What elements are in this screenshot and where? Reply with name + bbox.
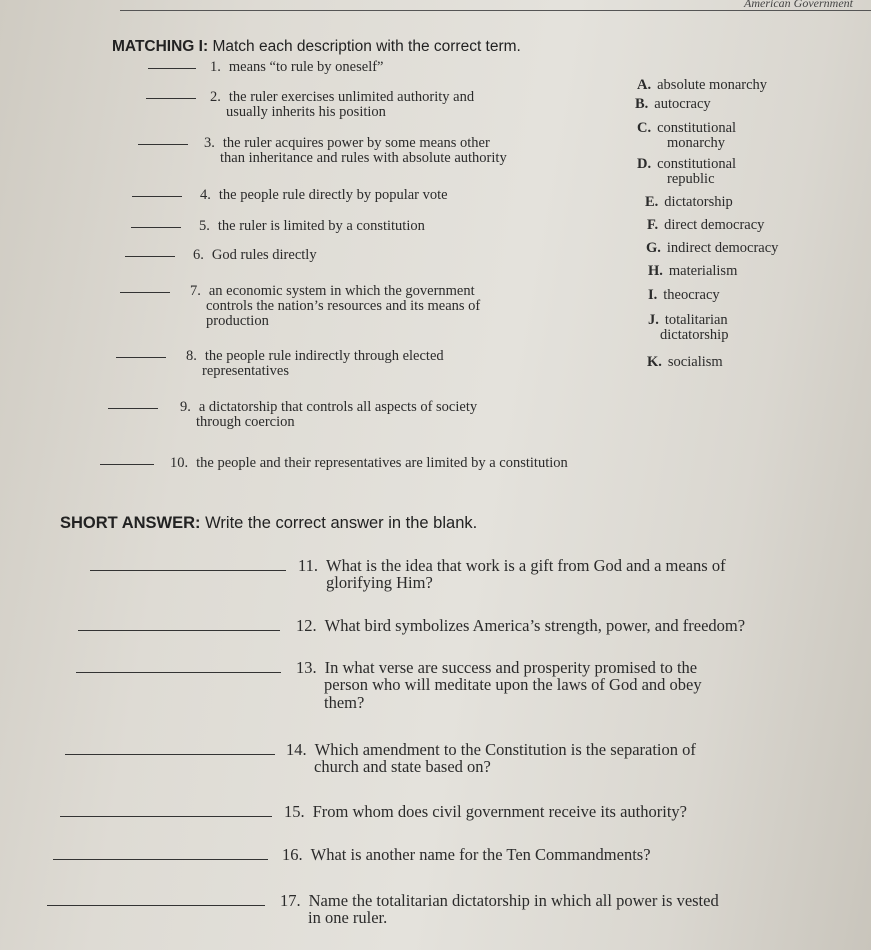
matching-title-bold: MATCHING I: bbox=[112, 38, 209, 55]
item-number: 7. bbox=[190, 283, 201, 299]
option-text-line: constitutional bbox=[657, 120, 737, 136]
item-text-line: glorifying Him? bbox=[326, 573, 433, 593]
item-text-line: In what verse are success and prosperity promised to the bbox=[324, 658, 698, 677]
option-text-line: theocracy bbox=[663, 287, 720, 303]
answer-blank[interactable] bbox=[138, 144, 188, 145]
answer-blank[interactable] bbox=[132, 196, 182, 197]
item-number: 10. bbox=[170, 455, 189, 471]
option-letter: E. bbox=[645, 194, 659, 210]
option-letter: D. bbox=[637, 156, 652, 172]
item-number: 13. bbox=[296, 658, 317, 677]
item-text-line: the people rule directly by popular vote bbox=[218, 187, 448, 203]
short-answer-text bbox=[296, 659, 702, 711]
item-text-line: through coercion bbox=[196, 413, 295, 430]
option-text-line: socialism bbox=[667, 354, 723, 370]
item-text-line: What bird symbolizes America’s strength, power, and freedom? bbox=[324, 616, 746, 635]
item-text-line: controls the nation’s resources and its means of bbox=[206, 297, 481, 314]
option-letter: J. bbox=[648, 312, 659, 328]
answer-blank[interactable] bbox=[131, 227, 181, 228]
item-number: 12. bbox=[296, 616, 317, 635]
item-number: 16. bbox=[282, 845, 303, 864]
item-text-line: a dictatorship that controls all aspects of society bbox=[198, 399, 478, 415]
matching-option bbox=[648, 264, 737, 279]
matching-item-text bbox=[200, 188, 448, 203]
short-answer-text bbox=[286, 741, 696, 776]
answer-blank[interactable] bbox=[65, 754, 275, 755]
option-text-line: constitutional bbox=[657, 156, 737, 172]
matching-option bbox=[647, 355, 723, 370]
option-letter: G. bbox=[646, 240, 661, 256]
item-text-line: the people and their representatives are limited by a constitution bbox=[196, 455, 568, 471]
matching-item-text bbox=[204, 136, 507, 166]
item-text-line: person who will meditate upon the laws of God and obey bbox=[324, 675, 702, 695]
matching-item-text bbox=[210, 60, 383, 75]
matching-item-text bbox=[190, 284, 480, 328]
matching-option bbox=[635, 97, 711, 112]
matching-option bbox=[647, 218, 764, 233]
short-answer-title-bold: SHORT ANSWER: bbox=[60, 514, 201, 532]
answer-blank[interactable] bbox=[148, 68, 196, 69]
option-text-line: dictatorship bbox=[660, 326, 729, 343]
option-letter: K. bbox=[647, 354, 662, 370]
item-text-line: an economic system in which the government bbox=[208, 283, 475, 299]
option-letter: B. bbox=[635, 96, 649, 112]
short-answer-text bbox=[284, 803, 687, 820]
item-text-line: the ruler exercises unlimited authority and bbox=[228, 89, 475, 105]
item-text-line: Which amendment to the Constitution is the separation of bbox=[314, 740, 696, 759]
option-text-line: totalitarian bbox=[664, 312, 728, 328]
item-number: 8. bbox=[186, 348, 197, 364]
item-text-line: usually inherits his position bbox=[226, 103, 386, 120]
option-letter: I. bbox=[648, 287, 658, 303]
option-letter: C. bbox=[637, 120, 652, 136]
matching-item-text bbox=[170, 456, 568, 471]
item-text-line: What is the idea that work is a gift from God and a means of bbox=[326, 556, 726, 575]
item-number: 3. bbox=[204, 135, 215, 151]
item-number: 9. bbox=[180, 399, 191, 415]
option-text-line: direct democracy bbox=[664, 217, 765, 233]
short-answer-text bbox=[298, 557, 726, 592]
item-number: 1. bbox=[210, 59, 221, 75]
item-text-line: than inheritance and rules with absolute authority bbox=[220, 149, 507, 166]
answer-blank[interactable] bbox=[108, 408, 158, 409]
answer-blank[interactable] bbox=[53, 859, 268, 860]
option-text-line: monarchy bbox=[667, 134, 725, 151]
item-text-line: production bbox=[206, 312, 269, 329]
item-text-line: Name the totalitarian dictatorship in which all power is vested bbox=[308, 891, 719, 910]
option-text-line: dictatorship bbox=[664, 194, 733, 210]
item-text-line: What is another name for the Ten Commandments? bbox=[310, 845, 651, 864]
answer-blank[interactable] bbox=[47, 905, 265, 906]
matching-item-text bbox=[186, 349, 444, 379]
answer-blank[interactable] bbox=[60, 816, 272, 817]
item-number: 15. bbox=[284, 802, 305, 821]
item-number: 4. bbox=[200, 187, 211, 203]
item-text-line: in one ruler. bbox=[308, 908, 388, 928]
matching-item-text bbox=[199, 219, 425, 234]
matching-item-text bbox=[180, 400, 477, 430]
option-text-line: materialism bbox=[668, 263, 738, 279]
option-letter: A. bbox=[637, 77, 652, 93]
answer-blank[interactable] bbox=[116, 357, 166, 358]
matching-option bbox=[648, 313, 728, 342]
matching-title bbox=[112, 38, 521, 56]
item-number: 14. bbox=[286, 740, 307, 759]
matching-title-rest: Match each description with the correct term. bbox=[208, 38, 521, 55]
option-text-line: autocracy bbox=[654, 96, 711, 112]
item-text-line: From whom does civil government receive its authority? bbox=[312, 802, 687, 821]
item-number: 6. bbox=[193, 247, 204, 263]
option-text-line: republic bbox=[667, 170, 715, 187]
item-text-line: means “to rule by oneself” bbox=[228, 59, 384, 75]
item-text-line: the ruler acquires power by some means other bbox=[222, 135, 490, 151]
short-answer-text bbox=[280, 892, 719, 927]
answer-blank[interactable] bbox=[78, 630, 280, 631]
item-number: 17. bbox=[280, 891, 301, 910]
matching-option bbox=[648, 288, 720, 303]
short-answer-text bbox=[296, 617, 745, 634]
running-head: American Government bbox=[744, 0, 853, 10]
option-text-line: indirect democracy bbox=[666, 240, 779, 256]
matching-item-text bbox=[210, 90, 474, 120]
item-text-line: the ruler is limited by a constitution bbox=[217, 218, 425, 234]
item-text-line: church and state based on? bbox=[314, 757, 491, 777]
matching-option bbox=[646, 241, 778, 256]
answer-blank[interactable] bbox=[76, 672, 281, 673]
option-letter: F. bbox=[647, 217, 659, 233]
matching-option bbox=[637, 78, 767, 93]
item-text-line: them? bbox=[324, 692, 365, 712]
item-text-line: representatives bbox=[202, 362, 289, 379]
matching-item-text bbox=[193, 248, 317, 263]
item-number: 5. bbox=[199, 218, 210, 234]
matching-option bbox=[637, 121, 736, 150]
matching-option bbox=[645, 195, 733, 210]
answer-blank[interactable] bbox=[146, 98, 196, 99]
answer-blank[interactable] bbox=[100, 464, 154, 465]
option-text-line: absolute monarchy bbox=[657, 77, 768, 93]
item-number: 11. bbox=[298, 556, 319, 575]
short-answer-text bbox=[282, 846, 651, 863]
answer-blank[interactable] bbox=[125, 256, 175, 257]
matching-option bbox=[637, 157, 736, 186]
item-text-line: the people rule indirectly through elected bbox=[204, 348, 444, 364]
option-letter: H. bbox=[648, 263, 663, 279]
answer-blank[interactable] bbox=[90, 570, 286, 571]
answer-blank[interactable] bbox=[120, 292, 170, 293]
item-text-line: God rules directly bbox=[211, 247, 317, 263]
item-number: 2. bbox=[210, 89, 221, 105]
short-answer-title-rest: Write the correct answer in the blank. bbox=[200, 514, 478, 532]
short-answer-title bbox=[60, 514, 477, 533]
